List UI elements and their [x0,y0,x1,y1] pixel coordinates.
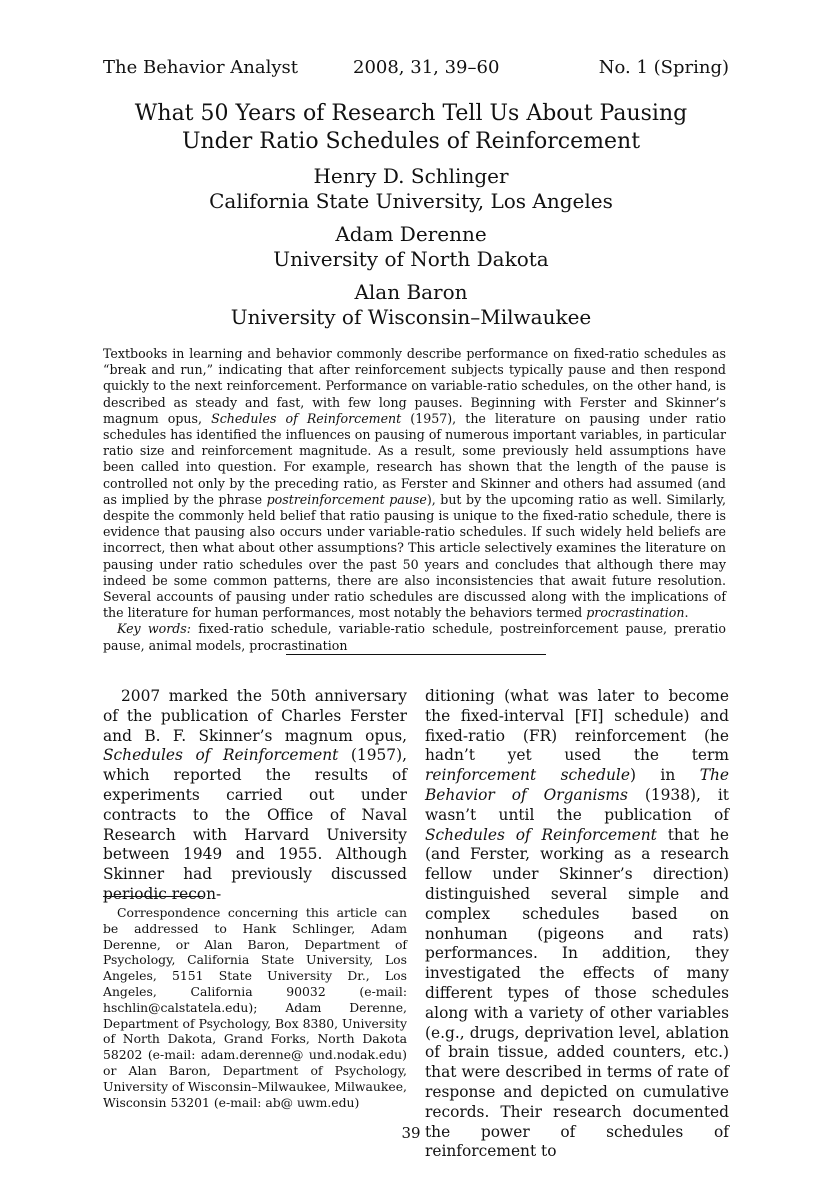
term-italic: reinforcement schedule [425,766,630,785]
author-affiliation: California State University, Los Angeles [209,189,613,213]
journal-name: The Behavior Analyst [103,57,298,78]
book-title: Schedules of Reinforcement [103,746,339,765]
keywords-label: Key words: [117,621,191,637]
article-title-line-2: Under Ratio Schedules of Reinforcement [181,129,641,154]
issue-info: No. 1 (Spring) [598,57,729,78]
book-title: Schedules of Reinforcement [425,825,657,844]
book-title: The Behavior of Organisms [425,766,730,804]
keywords [103,621,726,653]
author-name: Alan Baron [354,280,468,304]
emphasized-phrase: postreinforcement pause [266,491,427,507]
correspondence-footnote: Correspondence concerning this article can be addressed to Hank Schlinger, Adam Derenne, or Alan Baron, Department of Psychology, California State University, Los Angeles, 5151 State University Dr., Los Angeles, California 90032 (e-mail: hschlin@calstatela.edu); Adam Derenne, Department of Psychology, Box 8380, University of North Dakota, Grand Forks, North Dakota 58202 (e-mail: adam.derenne@ und.nodak.edu) or Alan Baron, Department of Psychology, University of Wisconsin–Milwaukee, Milwaukee, Wisconsin 53201 (e-mail: ab@ uwm.edu) [103,905,407,1110]
emphasized-term: procrastination [586,605,685,621]
body-column-right [425,687,729,1162]
author-affiliation: University of Wisconsin–Milwaukee [230,305,592,329]
author-name: Henry D. Schlinger [313,164,509,188]
running-head [103,57,729,81]
body-column-left [103,687,407,905]
volume-info: 2008, 31, 39–60 [353,57,500,78]
page-number: 39 [401,1124,421,1142]
keywords-list: fixed-ratio schedule, variable-ratio schedule, postreinforcement pause, preratio pause, animal models, procrastination [103,621,726,653]
author-affiliation: University of North Dakota [273,247,549,271]
author-name: Adam Derenne [335,222,487,246]
body-paragraph: ditioning (what was later to become the fixed-interval [FI] schedule) and fixed-ratio (FR) reinforcement (he hadn’t yet used the term reinforcement schedule) in The Behavior of Organisms (1938), it wasn’t until the publication of Schedules of Reinforcement that he (and Ferster, working as a research fellow under Skinner’s direction) distinguished several simple and complex schedules based on nonhuman (pigeons and rats) performances. In addition, they investigated the effects of many different types of those schedules along with a variety of other variables (e.g., drugs, deprivation level, ablation of brain tissue, added counters, etc.) that were described in terms of rate of response and depicted on cumulative records. Their research documented the power of schedules of reinforcement to [425,687,730,1161]
book-title: Schedules of Reinforcement [211,410,402,426]
body-paragraph: 2007 marked the 50th anniversary of the publication of Charles Ferster and B. F. Skinner’s magnum opus, Schedules of Reinforcement (1957), which reported the results of experiments carried out under contracts to the Office of Naval Research with Harvard University between 1949 and 1955. Although Skinner had previously discussed periodic recon- [103,687,407,903]
title-block [60,100,762,330]
article-title-line-1: What 50 Years of Research Tell Us About Pausing [134,101,688,126]
abstract [103,346,726,654]
abstract-text: Textbooks in learning and behavior commonly describe performance on fixed-ratio schedules as “break and run,” indicating that after reinforcement subjects typically pause and then respond quickly to the next reinforcement. Performance on variable-ratio schedules, on the other hand, is described as steady and fast, with few long pauses. Beginning with Ferster and Skinner’s magnum opus, Schedules of Reinforcement (1957), the literature on pausing under ratio schedules has identified the influences on pausing of numerous important variables, in particular ratio size and reinforcement magnitude. As a result, some previously held assumptions have been called into question. For example, research has shown that the length of the pause is controlled not only by the preceding ratio, as Ferster and Skinner and others had assumed (and as implied by the phrase postreinforcement pause), but by the upcoming ratio as well. Similarly, despite the commonly held belief that ratio pausing is unique to the fixed-ratio schedule, there is evidence that pausing also occurs under variable-ratio schedules. If such widely held beliefs are incorrect, then what about other assumptions? This article selectively examines the literature on pausing under ratio schedules over the past 50 years and concludes that although there may indeed be some common patterns, there are also inconsistencies that await future resolution. Several accounts of pausing under ratio schedules are discussed along with the implications of the literature for human performances, most notably the behaviors termed procrastination. [103,346,727,621]
footnote-divider [103,896,203,897]
section-divider [286,654,546,655]
